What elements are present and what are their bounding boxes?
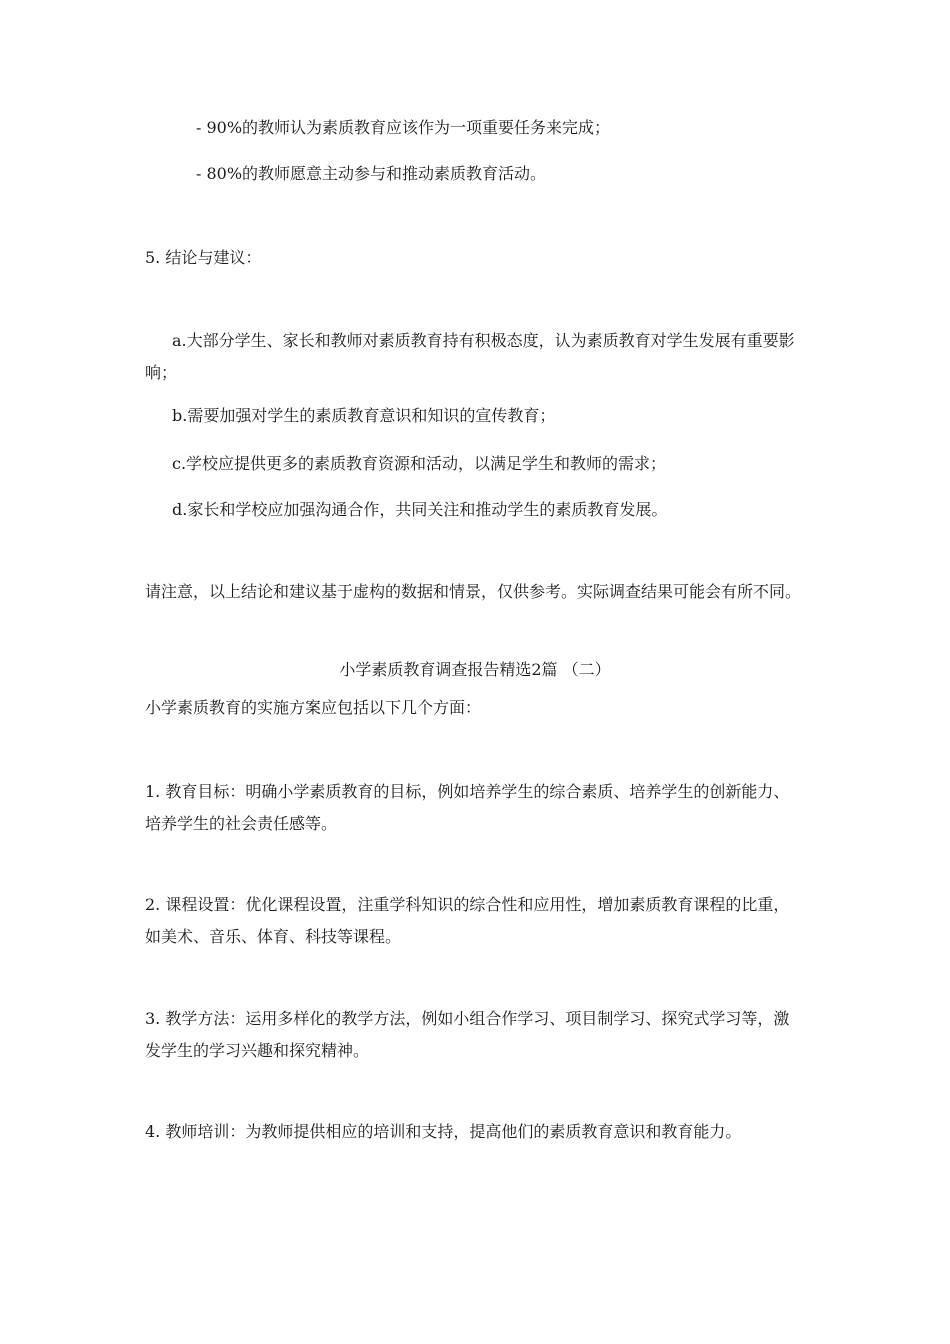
plan-item: 2. 课程设置：优化课程设置，注重学科知识的综合性和应用性，增加素质教育课程的比重，如美术、音乐、体育、科技等课程。 [145,895,790,946]
conclusion-item: b.需要加强对学生的素质教育意识和知识的宣传教育； [172,406,556,425]
plan-item: 4. 教师培训：为教师提供相应的培训和支持，提高他们的素质教育意识和教育能力。 [145,1122,742,1141]
teacher-stat-line: - 80%的教师愿意主动参与和推动素质教育活动。 [196,164,547,183]
conclusion-item: d.家长和学校应加强沟通合作，共同关注和推动学生的素质教育发展。 [172,500,668,519]
section-title: 小学素质教育调查报告精选2篇 （二） [339,660,611,679]
conclusion-heading: 5. 结论与建议： [145,248,262,267]
conclusion-item: c.学校应提供更多的素质教育资源和活动，以满足学生和教师的需求； [172,454,667,473]
conclusion-item: a.大部分学生、家长和教师对素质教育持有积极态度，认为素质教育对学生发展有重要影响； [145,331,795,382]
plan-item: 3. 教学方法：运用多样化的教学方法，例如小组合作学习、项目制学习、探究式学习等，激发学生的学习兴趣和探究精神。 [145,1009,790,1060]
plan-item: 1. 教育目标：明确小学素质教育的目标，例如培养学生的综合素质、培养学生的创新能力、培养学生的社会责任感等。 [145,782,790,833]
teacher-stat-line: - 90%的教师认为素质教育应该作为一项重要任务来完成； [196,118,611,137]
section-intro: 小学素质教育的实施方案应包括以下几个方面： [145,698,482,717]
disclaimer-note: 请注意，以上结论和建议基于虚构的数据和情景，仅供参考。实际调查结果可能会有所不同。 [145,582,802,601]
